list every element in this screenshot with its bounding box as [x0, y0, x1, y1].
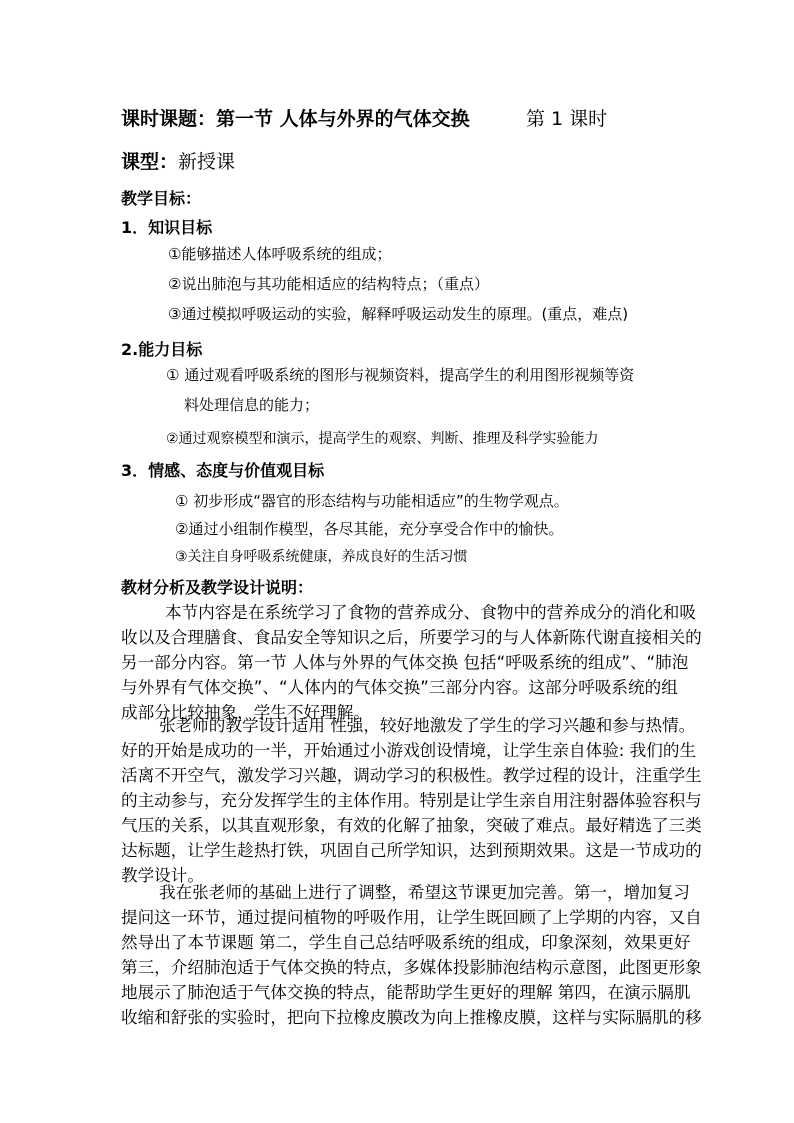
ability-goal-1-line-1: ① 通过观看呼吸系统的图形与视频资料，提高学生的利用图形视频等资: [166, 366, 635, 384]
emotion-goal-2: ②通过小组制作模型，各尽其能，充分享受合作中的愉快。: [175, 520, 564, 538]
paragraph-line: 达标题，让学生趁热打铁，巩固自己所学知识，达到预期效果。这是一节成功的: [121, 841, 702, 860]
analysis-paragraph-2: [121, 713, 702, 888]
ability-goals-heading: 2.能力目标: [121, 340, 203, 359]
knowledge-goals-heading: 1．知识目标: [121, 218, 213, 237]
paragraph-line: 第三，介绍肺泡适于气体交换的特点，多媒体投影肺泡结构示意图，此图更形象: [121, 958, 702, 977]
paragraph-line: 的主动参与，充分发挥学生的主体作用。特别是让学生亲自用注射器体验容积与: [121, 791, 702, 810]
lesson-type: [121, 147, 235, 174]
analysis-heading: 教材分析及教学设计说明：: [121, 578, 314, 597]
knowledge-goal-1: ①能够描述人体呼吸系统的组成；: [168, 245, 392, 263]
lesson-topic: 课时课题：第一节 人体与外界的气体交换: [121, 108, 470, 130]
paragraph-line: 教学设计。: [121, 866, 204, 885]
paragraph-line: 本节内容是在系统学习了食物的营养成分、食物中的营养成分的消化和吸: [165, 603, 696, 622]
paragraph-line: 收缩和舒张的实验时，把向下拉橡皮膜改为向上推橡皮膜，这样与实际膈肌的移: [121, 1008, 702, 1027]
paragraph-line: 气压的关系，以其直观形象，有效的化解了抽象，突破了难点。最好精选了三类: [121, 816, 702, 835]
lesson-type-label: 课型：: [121, 151, 179, 173]
paragraph-line: 提问这一环节，通过提问植物的呼吸作用，让学生既回顾了上学期的内容，又自: [121, 908, 702, 927]
lesson-title: [121, 104, 608, 131]
ability-goal-1-line-2: 料处理信息的能力；: [184, 396, 320, 414]
analysis-paragraph-3: [121, 880, 702, 1030]
paragraph-line: 张老师的教学设计适用 性强，较好地激发了学生的学习兴趣和参与热情。: [159, 716, 696, 735]
paragraph-line: 好的开始是成功的一半，开始通过小游戏创设情境，让学生亲自体验: 我们的生: [121, 741, 697, 760]
emotion-goals-heading: 3．情感、态度与价值观目标: [121, 461, 325, 480]
emotion-goal-3: ③关注自身呼吸系统健康，养成良好的生活习惯: [175, 549, 468, 565]
paragraph-line: 我在张老师的基础上进行了调整，希望这节课更加完善。第一，增加复习: [159, 883, 690, 902]
goals-heading: 教学目标：: [121, 189, 202, 208]
ability-goal-2: ②通过观察模型和演示，提高学生的观察、判断、推理及科学实验能力: [166, 431, 599, 447]
paragraph-line: 与外界有气体交换”、“人体内的气体交换”三部分内容。这部分呼吸系统的组: [121, 678, 678, 697]
paragraph-line: 另一部分内容。第一节 人体与外界的气体交换 包括“呼吸系统的组成”、“肺泡: [121, 653, 689, 672]
emotion-goal-1: ① 初步形成“器官的形态结构与功能相适应”的生物学观点。: [175, 492, 569, 510]
paragraph-line: 收以及合理膳食、食品安全等知识之后，所要学习的与人体新陈代谢直接相关的: [121, 628, 702, 647]
knowledge-goal-3: ③通过模拟呼吸运动的实验，解释呼吸运动发生的原理。(重点，难点): [168, 305, 629, 323]
analysis-paragraph-1: [121, 600, 702, 725]
lesson-number: 第 1 课时: [526, 108, 608, 130]
paragraph-line: 地展示了肺泡适于气体交换的特点，能帮助学生更好的理解 第四，在演示膈肌: [121, 983, 691, 1002]
paragraph-line: 成部分比较抽象，学生不好理解。: [121, 703, 370, 722]
lesson-type-value: 新授课: [178, 151, 236, 173]
paragraph-line: 然导出了本节课题 第二，学生自己总结呼吸系统的组成，印象深刻，效果更好: [121, 933, 691, 952]
knowledge-goal-2: ②说出肺泡与其功能相适应的结构特点；（重点）: [168, 275, 489, 293]
paragraph-line: 活离不开空气，激发学习兴趣，调动学习的积极性。教学过程的设计，注重学生: [121, 766, 702, 785]
